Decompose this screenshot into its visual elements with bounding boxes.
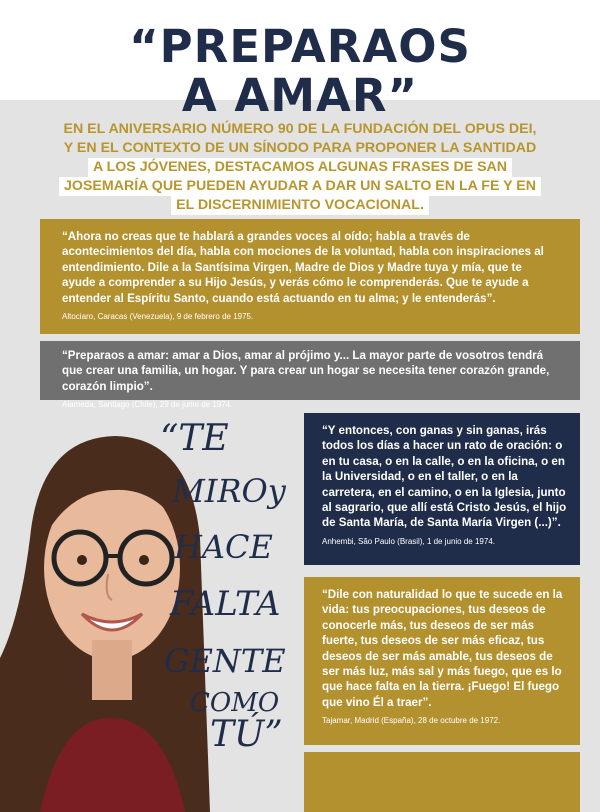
handwritten-line: COMO [190, 688, 280, 718]
title-line-2: A AMAR” [181, 69, 419, 122]
quote-source: Alameda, Santiago (Chile), 29 de junio de 1974. [62, 400, 233, 410]
gold-box-bottom [304, 752, 580, 812]
subtitle-line-4: JOSEMARÍA QUE PUEDEN AYUDAR A DAR UN SALTO EN LA FE Y EN [59, 177, 541, 196]
handwritten-line: “TE [160, 418, 229, 459]
quote-text: “Y entonces, con ganas y sin ganas, irás todos los días a hacer un rato de oración: o en tu casa, o en la calle, o en la oficina, o en la Universidad, o en el taller, o en la carretera, en el camino, o en la Iglesia, junto al sagrario, que allí está Cristo Jesús, el hijo de Santa María, de Santa María Virgen (...)”. [322, 424, 567, 530]
quote-box-santiago [40, 341, 580, 410]
handwritten-line: MIROy [172, 472, 286, 510]
quote-box-sao-paulo [304, 413, 580, 565]
subtitle-line-1: EN EL ANIVERSARIO NÚMERO 90 DE LA FUNDACIÓN DEL OPUS DEI, [63, 121, 537, 137]
quote-text: “Preparaos a amar: amar a Dios, amar al prójimo y... La mayor parte de vosotros tendrá que crear una familia, un hogar. Y para crear un hogar se necesita tener corazón grande, corazón limpio”. [62, 349, 550, 393]
quote-source: Tajamar, Madrid (España), 28 de octubre de 1972. [322, 716, 501, 726]
quote-source: Anhembi, São Paulo (Brasil), 1 de junio de 1974. [322, 536, 495, 546]
handwritten-quote [160, 418, 310, 755]
handwritten-line: GENTE [164, 642, 286, 680]
subtitle [40, 120, 560, 215]
handwritten-line: FALTA [170, 584, 281, 624]
quote-source: Altociaro, Caracas (Venezuela), 9 de febrero de 1975. [62, 312, 254, 322]
subtitle-line-5: EL DISCERNIMIENTO VOCACIONAL. [171, 196, 429, 215]
quote-box-caracas [40, 219, 580, 334]
subtitle-line-2: Y EN EL CONTEXTO DE UN SÍNODO PARA PROPONER LA SANTIDAD [63, 140, 537, 156]
subtitle-line-3: A LOS JÓVENES, DESTACAMOS ALGUNAS FRASES DE SAN [88, 158, 512, 177]
handwritten-line: TÚ” [210, 714, 283, 755]
quote-text: “Ahora no creas que te hablará a grandes voces al oído; habla a través de acontecimientos del día, habla con mociones de la voluntad, habla con inspiraciones al entendimiento. Dile a la Santísima Virgen, Madre de Dios y Madre tuya y mía, que te ayude a comprender a su Hijo Jesús, y verás cómo le comprenderás. Que te ayude a entender al Espíritu Santo, cuando está actuando en tu alma; y le entenderás”. [62, 230, 544, 305]
handwritten-line: HACE [174, 528, 273, 566]
title-line-1: “PREPARAOS [129, 20, 471, 73]
page-title [0, 22, 600, 120]
quote-box-madrid [304, 577, 580, 745]
quote-text: “Dile con naturalidad lo que te sucede en la vida: tus preocupaciones, tus deseos de conocerle más, tus deseos de ser más fuerte, tus deseos de ser más eficaz, tus deseos de ser más amable, tus deseos de ser más luz, más sal y más fuego, que es lo que hace falta en la tierra. ¡Fuego! El fuego que vino Él a traer”. [322, 588, 563, 709]
